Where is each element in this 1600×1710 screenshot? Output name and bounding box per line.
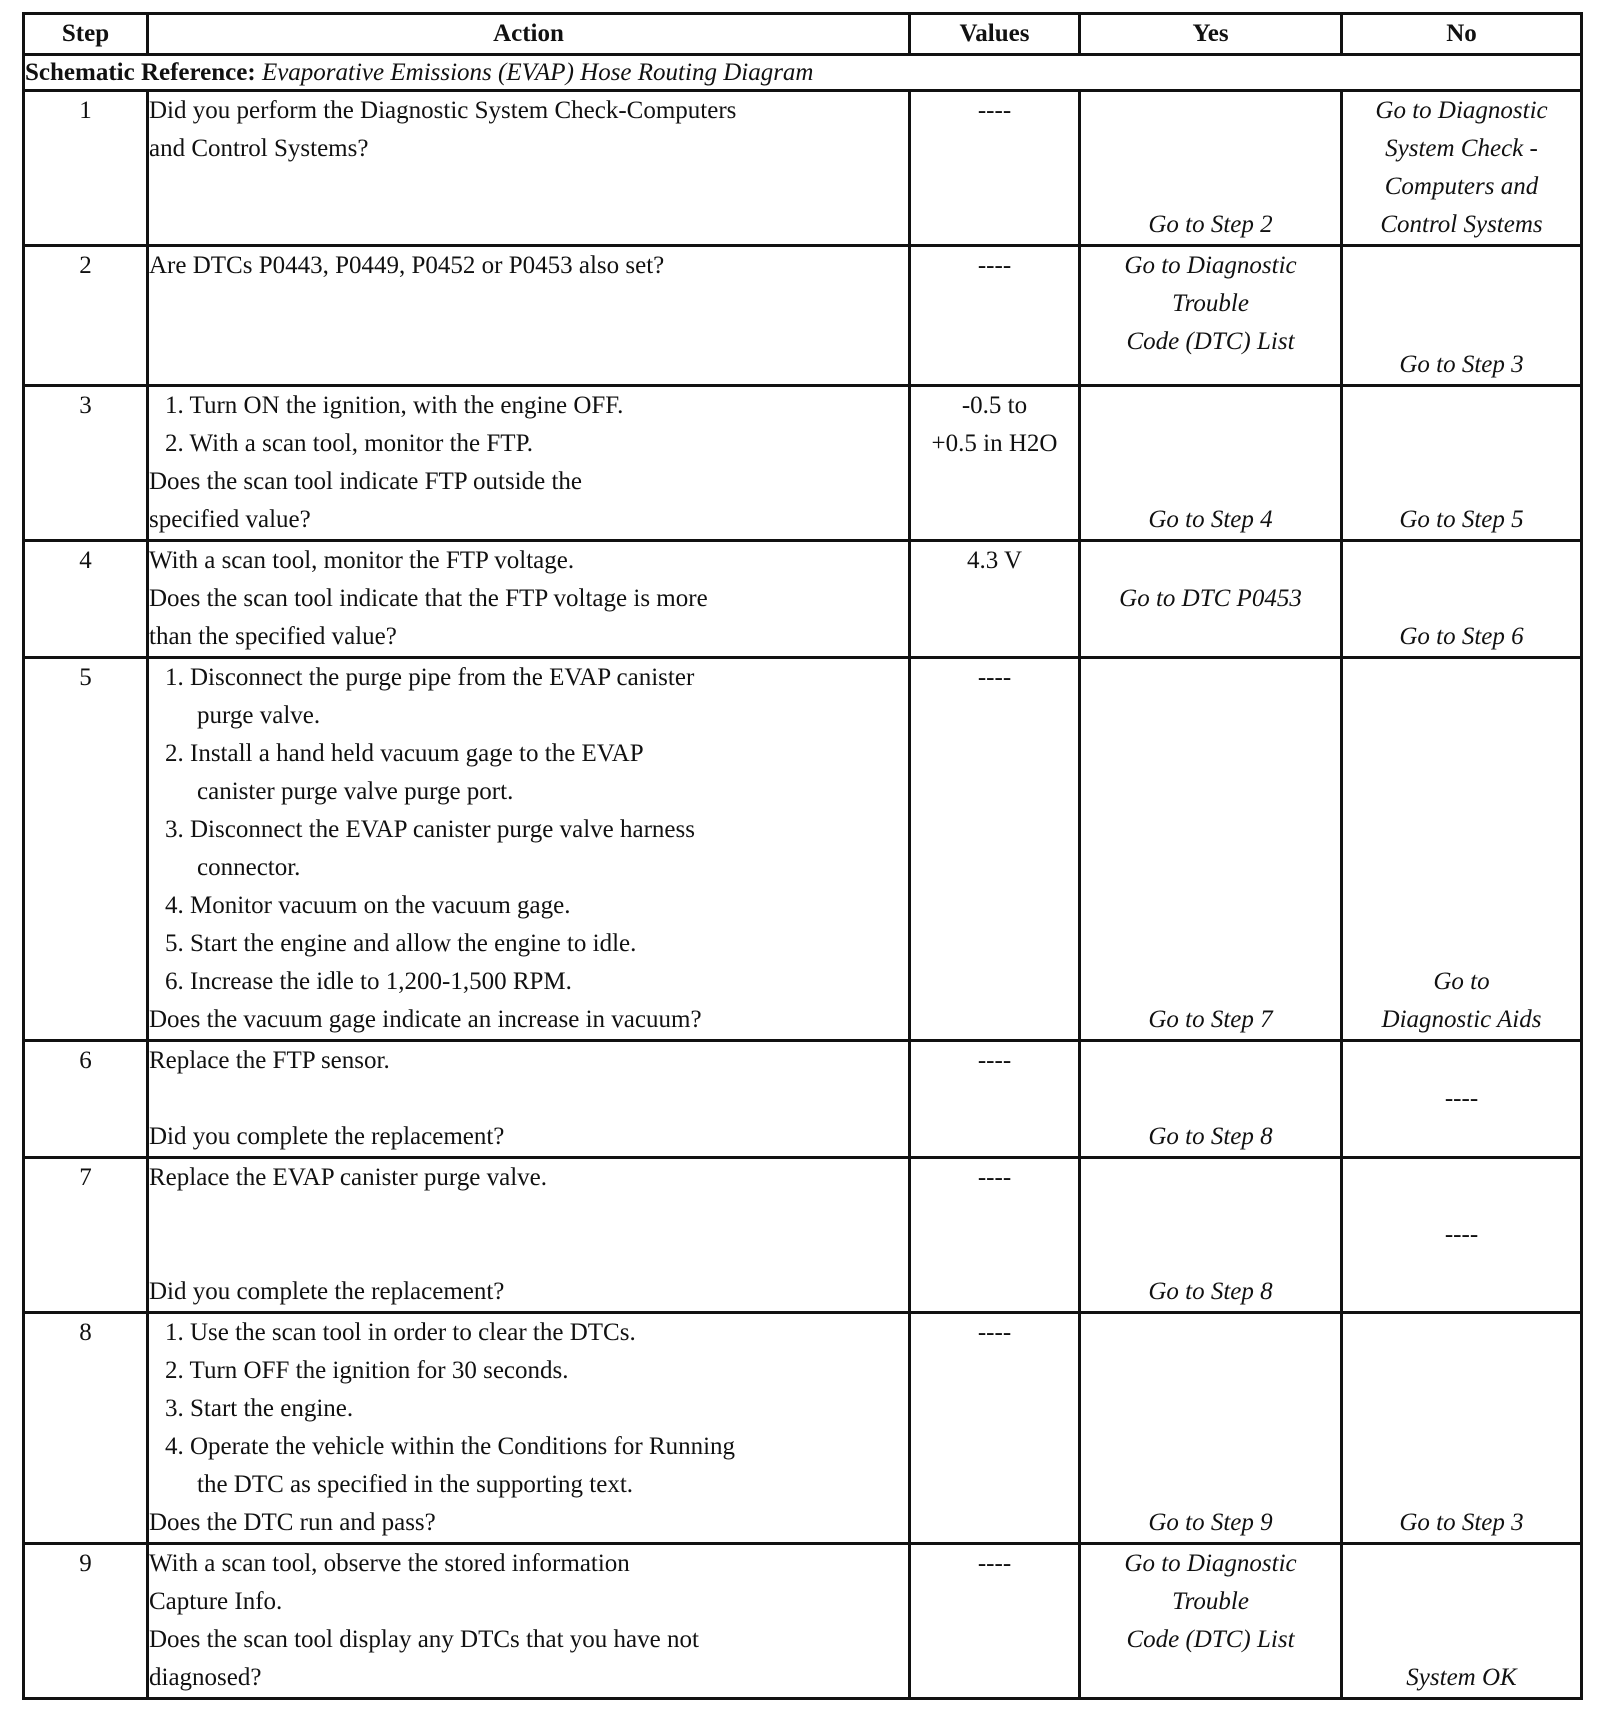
action-cell <box>148 1041 910 1158</box>
no-link[interactable]: Go to Diagnostic <box>1375 97 1548 124</box>
action-question: specified value? <box>149 506 311 533</box>
values-cell: ---- <box>910 1313 1080 1544</box>
action-text: Capture Info. <box>149 1588 283 1615</box>
action-text: With a scan tool, monitor the FTP voltage. <box>149 547 575 574</box>
yes-cell <box>1080 1544 1342 1699</box>
no-cell <box>1342 541 1582 658</box>
no-link[interactable]: Go to Step 6 <box>1399 623 1524 650</box>
no-link[interactable]: Go to Step 3 <box>1399 1509 1524 1536</box>
no-cell: ---- <box>1342 1041 1582 1158</box>
table-row <box>24 1041 1582 1158</box>
action-text: Are DTCs P0443, P0449, P0452 or P0453 also set? <box>149 252 665 279</box>
no-link[interactable]: Control Systems <box>1380 211 1543 238</box>
yes-cell <box>1080 1041 1342 1158</box>
yes-link[interactable]: Go to Step 2 <box>1148 211 1273 238</box>
yes-cell <box>1080 246 1342 386</box>
values-cell: ---- <box>910 246 1080 386</box>
schematic-reference <box>24 55 1582 91</box>
action-text: Replace the FTP sensor. <box>149 1047 390 1074</box>
yes-link[interactable]: Code (DTC) List <box>1126 1626 1295 1653</box>
no-cell <box>1342 1544 1582 1699</box>
action-question: Does the DTC run and pass? <box>149 1509 436 1536</box>
no-cell <box>1342 91 1582 246</box>
no-cell: ---- <box>1342 1158 1582 1313</box>
no-link[interactable]: Diagnostic Aids <box>1381 1006 1542 1033</box>
action-cell <box>148 541 910 658</box>
action-text: and Control Systems? <box>149 135 369 162</box>
values-cell: ---- <box>910 1544 1080 1699</box>
step-number: 2 <box>24 246 148 386</box>
action-cell <box>148 91 910 246</box>
yes-link[interactable]: Go to Step 7 <box>1148 1006 1273 1033</box>
no-link[interactable]: System Check - <box>1385 135 1538 162</box>
list-item: 5. Start the engine and allow the engine to idle. <box>165 930 637 957</box>
schematic-reference-row <box>24 55 1582 91</box>
values-cell: ---- <box>910 1158 1080 1313</box>
step-number: 3 <box>24 386 148 541</box>
action-question: Did you complete the replacement? <box>149 1278 505 1305</box>
table-row <box>24 1544 1582 1699</box>
value-text: -0.5 to <box>961 392 1028 419</box>
schematic-reference-label: Schematic Reference: <box>25 59 256 86</box>
yes-cell <box>1080 91 1342 246</box>
header-step: Step <box>24 14 148 55</box>
list-item: 1. Turn ON the ignition, with the engine OFF. <box>165 392 624 419</box>
no-link[interactable]: Go to Step 3 <box>1399 351 1524 378</box>
yes-cell <box>1080 1313 1342 1544</box>
values-cell: ---- <box>910 91 1080 246</box>
action-question: Does the scan tool display any DTCs that you have not <box>149 1626 699 1653</box>
list-item: 4. Operate the vehicle within the Conditions for Running the DTC as specified in the supporting text. <box>165 1433 736 1498</box>
action-text: With a scan tool, observe the stored information <box>149 1550 630 1577</box>
action-question: diagnosed? <box>149 1664 262 1691</box>
no-link[interactable]: Go to <box>1433 968 1490 995</box>
diagnostic-table-container <box>22 12 1583 1700</box>
action-question: Does the scan tool indicate FTP outside the <box>149 468 583 495</box>
no-cell <box>1342 658 1582 1041</box>
action-cell <box>148 246 910 386</box>
yes-link[interactable]: Trouble <box>1172 1588 1249 1615</box>
list-item: 1. Disconnect the purge pipe from the EVAP canister purge valve. <box>165 664 695 729</box>
header-row <box>24 14 1582 55</box>
yes-link[interactable]: Trouble <box>1172 290 1249 317</box>
list-item: 1. Use the scan tool in order to clear the DTCs. <box>165 1319 636 1346</box>
step-number: 8 <box>24 1313 148 1544</box>
yes-cell <box>1080 541 1342 658</box>
yes-link[interactable]: Go to Diagnostic <box>1124 1550 1297 1577</box>
no-result: System OK <box>1406 1664 1517 1691</box>
yes-link[interactable]: Go to Step 4 <box>1148 506 1273 533</box>
action-cell <box>148 1313 910 1544</box>
yes-link[interactable]: Go to Step 9 <box>1148 1509 1273 1536</box>
action-text: Did you perform the Diagnostic System Check-Computers <box>149 97 737 124</box>
action-question: Did you complete the replacement? <box>149 1123 505 1150</box>
schematic-reference-link[interactable]: Evaporative Emissions (EVAP) Hose Routing Diagram <box>261 59 814 86</box>
table-row <box>24 1313 1582 1544</box>
header-no: No <box>1342 14 1582 55</box>
table-row <box>24 246 1582 386</box>
no-cell <box>1342 386 1582 541</box>
no-cell <box>1342 246 1582 386</box>
values-cell: 4.3 V <box>910 541 1080 658</box>
table-row <box>24 386 1582 541</box>
action-cell <box>148 658 910 1041</box>
yes-cell <box>1080 1158 1342 1313</box>
values-cell: ---- <box>910 1041 1080 1158</box>
action-cell <box>148 1158 910 1313</box>
table-row <box>24 91 1582 246</box>
step-number: 5 <box>24 658 148 1041</box>
step-number: 6 <box>24 1041 148 1158</box>
values-cell: ---- <box>910 658 1080 1041</box>
step-number: 7 <box>24 1158 148 1313</box>
step-number: 4 <box>24 541 148 658</box>
yes-link[interactable]: Go to Step 8 <box>1148 1278 1273 1305</box>
no-link[interactable]: Computers and <box>1384 173 1539 200</box>
list-item: 4. Monitor vacuum on the vacuum gage. <box>165 892 571 919</box>
values-cell <box>910 386 1080 541</box>
table-row <box>24 1158 1582 1313</box>
action-text: Replace the EVAP canister purge valve. <box>149 1164 548 1191</box>
yes-cell <box>1080 386 1342 541</box>
step-number: 1 <box>24 91 148 246</box>
step-number: 9 <box>24 1544 148 1699</box>
yes-link[interactable]: Code (DTC) List <box>1126 328 1295 355</box>
table-row <box>24 658 1582 1041</box>
list-item: 3. Start the engine. <box>165 1395 354 1422</box>
yes-link[interactable]: Go to Diagnostic <box>1124 252 1297 279</box>
list-item: 3. Disconnect the EVAP canister purge valve harness connector. <box>165 816 695 881</box>
action-text: than the specified value? <box>149 623 397 650</box>
no-link[interactable]: Go to Step 5 <box>1399 506 1524 533</box>
action-question: Does the vacuum gage indicate an increase in vacuum? <box>149 1006 702 1033</box>
header-yes: Yes <box>1080 14 1342 55</box>
action-cell <box>148 386 910 541</box>
yes-link[interactable]: Go to DTC P0453 <box>1119 585 1302 612</box>
action-cell <box>148 1544 910 1699</box>
yes-link[interactable]: Go to Step 8 <box>1148 1123 1273 1150</box>
diagnostic-table <box>22 12 1583 1700</box>
action-text: Does the scan tool indicate that the FTP voltage is more <box>149 585 708 612</box>
table-row <box>24 541 1582 658</box>
list-item: 6. Increase the idle to 1,200-1,500 RPM. <box>165 968 572 995</box>
value-text: +0.5 in H2O <box>931 430 1058 457</box>
list-item: 2. With a scan tool, monitor the FTP. <box>165 430 533 457</box>
yes-cell <box>1080 658 1342 1041</box>
header-values: Values <box>910 14 1080 55</box>
list-item: 2. Turn OFF the ignition for 30 seconds. <box>165 1357 569 1384</box>
no-cell <box>1342 1313 1582 1544</box>
header-action: Action <box>148 14 910 55</box>
list-item: 2. Install a hand held vacuum gage to the EVAP canister purge valve purge port. <box>165 740 644 805</box>
